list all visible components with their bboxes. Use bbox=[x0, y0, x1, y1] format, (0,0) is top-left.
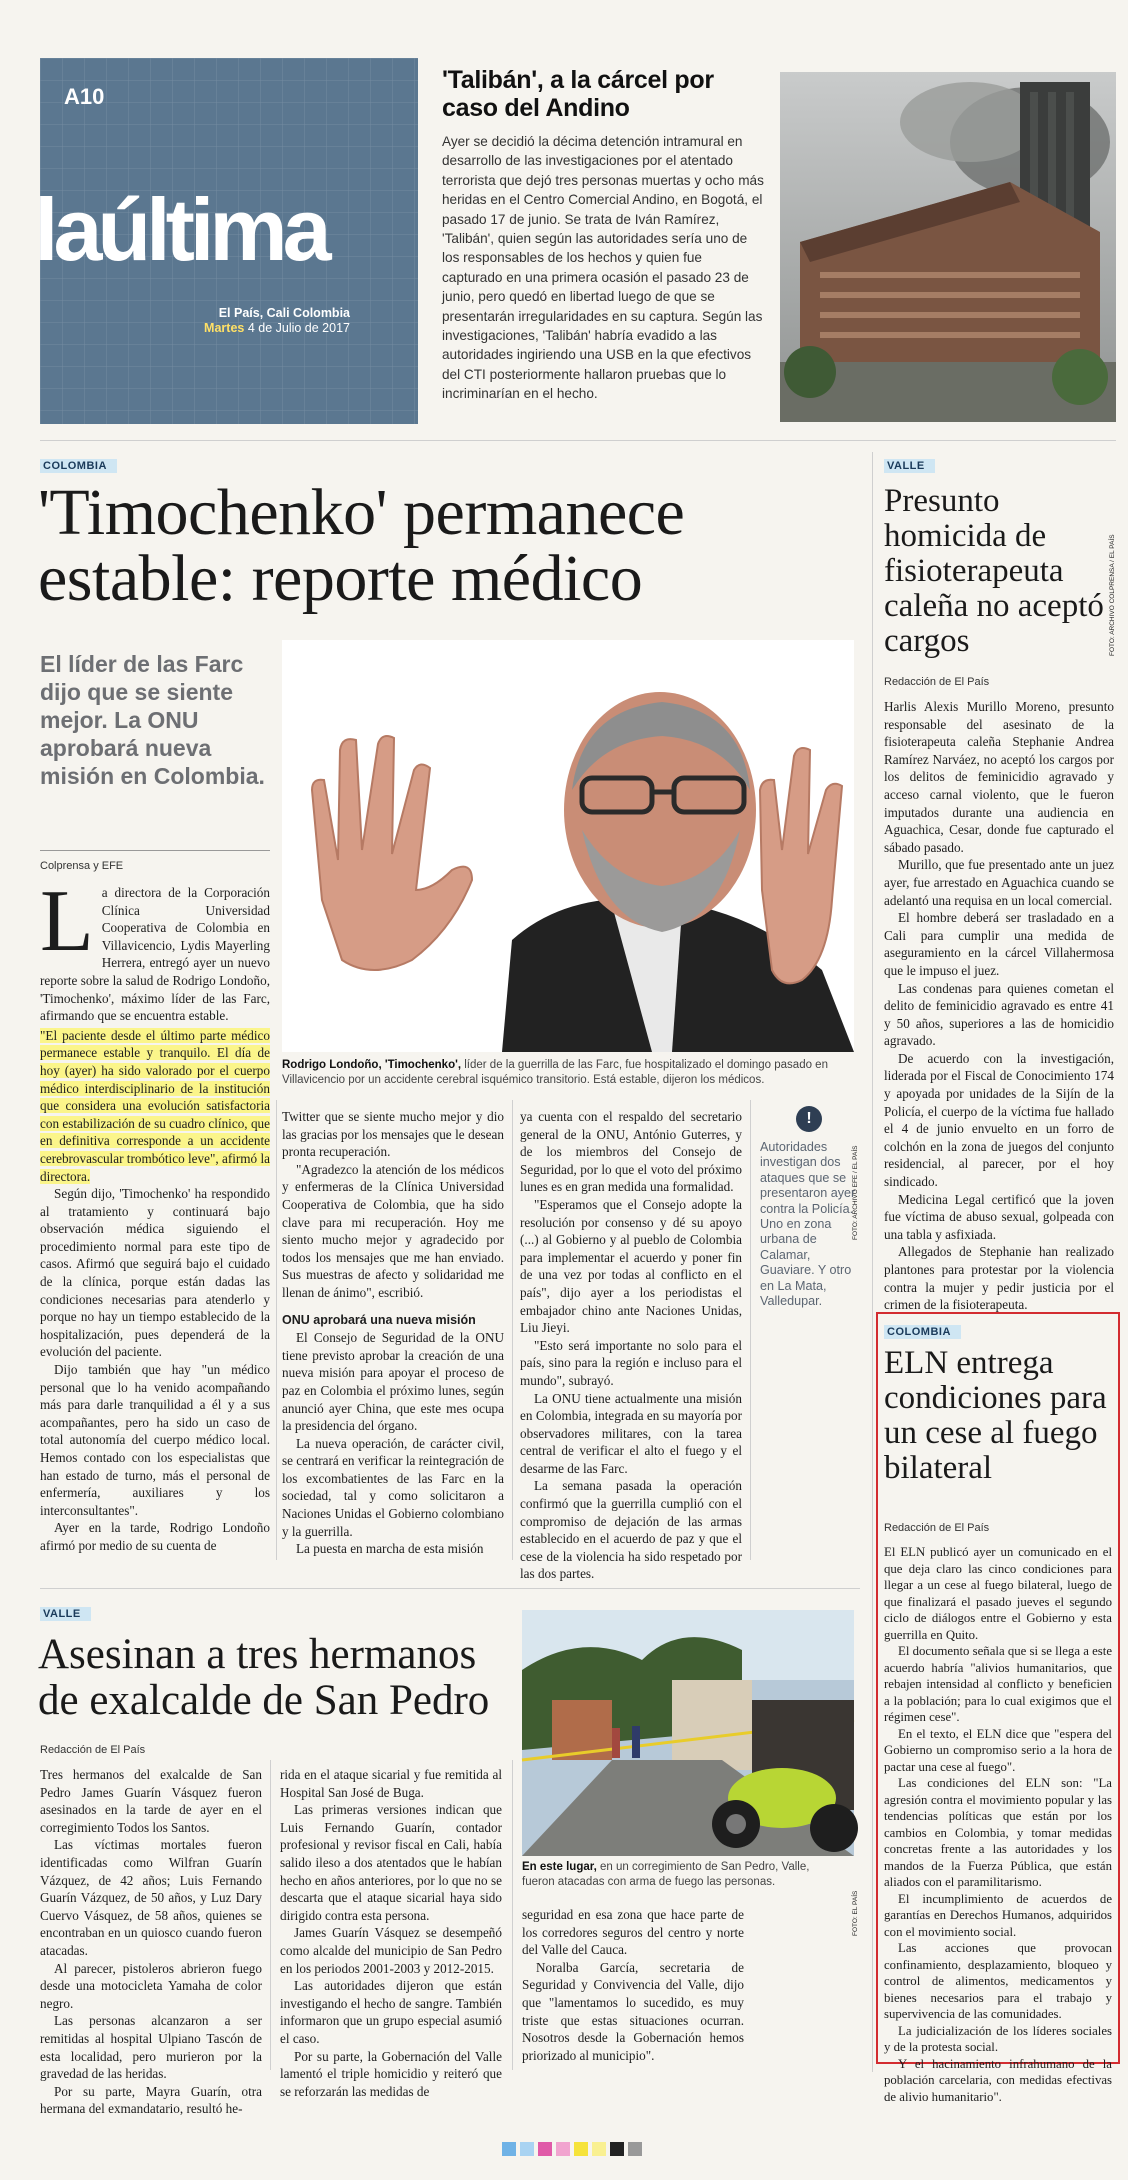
eln-p8: Y el hacinamiento infrahumano de la población carcelaria, con medidas efectivas de alivio humanitario". bbox=[884, 2056, 1112, 2104]
color-registration-bar bbox=[502, 2142, 642, 2156]
eln-body bbox=[884, 1544, 1112, 2105]
eln-p7: La judicialización de los líderes sociales y de la protesta social. bbox=[884, 2023, 1112, 2054]
timochenko-photo-credit: FOTO: ARCHIVO EFE / EL PAÍS bbox=[852, 1145, 859, 1240]
crime-scene-image bbox=[522, 1610, 854, 1856]
presunto-p7: Allegados de Stephanie han realizado plantones para protestar por la violencia contra la mujer y pedir justicia por el crimen de la fisioterapeuta. bbox=[884, 1244, 1114, 1313]
presunto-p3: El hombre deberá ser trasladado en a Cali para cumplir una medida de aseguramiento en la cárcel Villahermosa que le impuso el juez. bbox=[884, 910, 1114, 978]
sanpedro-headline: Asesinan a tres hermanos de exalcalde de San Pedro bbox=[38, 1631, 490, 1724]
presunto-p4: Las condenas para quienes cometan el delito de feminicidio agravado es entre 41 y 50 años, superiores a las de homicidio agravado. bbox=[884, 980, 1114, 1049]
timochenko-col3-p4: La ONU tiene actualmente una misión en Colombia, integrada en su mayoría por observadores militares, con la tarea central de verificar el alto el fuego y el desarme de las Farc. bbox=[520, 1390, 742, 1476]
timochenko-caption-bold: Rodrigo Londoño, 'Timochenko', bbox=[282, 1059, 462, 1071]
eln-p3: En el texto, el ELN dice que "espera del Gobierno un compromiso serio a la hora de pactar una cese al fuego". bbox=[884, 1726, 1112, 1774]
sanpedro-kicker: VALLE bbox=[40, 1607, 91, 1621]
timochenko-quote: "El paciente desde el último parte médico permanece estable y tranquilo. El día de hoy (ayer) ha sido valorado por el cuerpo médico interdisciplinario de la institución que considera una evolución satisfactoria con estabilización de su cuadro clínico, que en definitiva corresponde a un accidente cerebrovascular trombótico leve", afirmó la directora. bbox=[40, 1027, 270, 1184]
dropcap: L bbox=[40, 873, 94, 970]
presunto-headline: Presunto homicida de fisioterapeuta caleña no aceptó cargos bbox=[884, 483, 1104, 659]
sanpedro-photo-credit: FOTO: EL PAÍS bbox=[852, 1890, 859, 1936]
sanpedro-caption-bold: En este lugar, bbox=[522, 1861, 597, 1873]
eln-kicker: COLOMBIA bbox=[884, 1325, 961, 1339]
timochenko-col2b-p1: El Consejo de Seguridad de la ONU tiene previsto aprobar la creación de una nueva misión para apoyar el proceso de paz en Colombia el próximo lunes, según anunció ayer China, que este mes ocupa la presidencia del órgano. bbox=[282, 1330, 504, 1434]
presunto-kicker: VALLE bbox=[884, 459, 935, 473]
sanpedro-caption-rest: en un corregimiento de San Pedro, Valle, fueron atacadas con arma de fuego las personas. bbox=[522, 1861, 810, 1888]
eln-headline: ELN entrega condiciones para un cese al fuego bilateral bbox=[884, 1345, 1107, 1486]
timochenko-col2-p2: "Agradezco la atención de los médicos y enfermeras de la Clínica Universidad Cooperativa de Colombia, que ha sido clave para mi recuperación. Hoy me siento mucho mejor y agradecido por todos los mensajes que me han enviado. Sus muestras de afecto y solidaridad me llenan de ánimo", escribió. bbox=[282, 1161, 504, 1300]
mid-divider bbox=[40, 1588, 860, 1589]
eln-p1: El ELN publicó ayer un comunicado en el que deja claro las cinco condiciones para llegar a un cese al fuego bilateral, luego de que finalizará el pasado jueves el segundo ciclo de diálogos entre el Gobierno y esta guerrilla en Quito. bbox=[884, 1545, 1112, 1642]
page-number: A10 bbox=[64, 84, 105, 109]
sanpedro-col2 bbox=[280, 1766, 502, 2100]
paper-line: El País, Cali Colombia bbox=[218, 306, 350, 320]
sanpedro-col2-p5: Por su parte, la Gobernación del Valle lamentó el triple homicidio y reiteró que se reforzarán las medidas de bbox=[280, 2048, 502, 2099]
presunto-kicker-wrap bbox=[884, 456, 935, 474]
sp-col-rule-1 bbox=[270, 1760, 271, 2070]
sanpedro-kicker-wrap bbox=[40, 1604, 91, 1622]
timochenko-kicker-wrap bbox=[40, 456, 117, 474]
timochenko-col2b-p2: La nueva operación, de carácter civil, se centrará en verificar la reintegración de los excombatientes de las Farc en la sociedad, tal y como solicitaron a Naciones Unidas el Gobierno colombiano y la guerrilla. bbox=[282, 1435, 504, 1539]
sp-col-rule-2 bbox=[512, 1760, 513, 2070]
sanpedro-col1-p3: Al parecer, pistoleros abrieron fuego desde una motocicleta Yamaha de color negro. bbox=[40, 1960, 262, 2011]
sanpedro-col1-p4: Las personas alcanzaron a ser remitidas al hospital Ulpiano Tascón de esta localidad, pero murieron por la gravedad de las heridas. bbox=[40, 2013, 262, 2082]
timochenko-col3-p1: ya cuenta con el respaldo del secretario general de la ONU, António Guterres, y de los miembros del Consejo de Seguridad, por lo que el voto del próximo lunes es en gran medida una formalidad. bbox=[520, 1109, 742, 1195]
timochenko-col3-p3: "Esto será importante no solo para el país, sino para la región e incluso para el mundo", subrayó. bbox=[520, 1337, 742, 1388]
timochenko-deck: El líder de las Farc dijo que se siente mejor. La ONU aprobará nueva misión en Colombia. bbox=[40, 651, 265, 789]
timochenko-col1-p1: Según dijo, 'Timochenko' ha respondido al tratamiento y continuará bajo observación médica siguiendo el procedimiento normal para este tipo de casos. Afirmó que seguirá bajo el cuidado de la clínica, porque están dadas las condiciones necesarias para atenderlo y porque no hay un tiempo establecido de la hospitalización, pues dependerá de la evolución del paciente. bbox=[40, 1186, 270, 1360]
taliban-headline: 'Talibán', a la cárcel por caso del Andino bbox=[442, 66, 714, 122]
sanpedro-col3 bbox=[522, 1906, 744, 2064]
sanpedro-byline: Redacción de El País bbox=[40, 1744, 146, 1756]
sanpedro-col3-p2: Noralba García, secretaria de Seguridad y Convivencia del Valle, dijo que "lamentamos lo sucedido, es muy triste que estas situaciones ocurran. Nosotros desde la Gobernación hemos priorizado al municipio". bbox=[522, 1959, 744, 2063]
date-rest: 4 de Julio de 2017 bbox=[247, 321, 350, 335]
eln-byline: Redacción de El País bbox=[884, 1522, 990, 1534]
section-title: laúltima bbox=[34, 180, 327, 279]
timochenko-col1-p2: Dijo también que hay "un médico personal que lo ha venido acompañando más para darle tranquilidad a él y a sus acompañantes, pero ha sido un caso de total autonomía del cuerpo médico local. Hemos contado con los especialistas que han estado de turno, más el personal de enfermería, auxiliares y los interconsultantes". bbox=[40, 1362, 270, 1518]
sanpedro-col1 bbox=[40, 1766, 262, 2118]
sanpedro-col2-p3: James Guarín Vásquez se desempeñó como alcalde del municipio de San Pedro en los periodos 2001-2003 y 2012-2015. bbox=[280, 1925, 502, 1976]
timochenko-col3-p2: "Esperamos que el Consejo adopte la resolución por consenso y dé su apoyo (...) al Gobierno y al pueblo de Colombia para implementar el acuerdo y poner fin de una vez por todas al conflicto en el país", dijo ayer a los periodistas el embajador chino ante Naciones Unidas, Liu Jieyi. bbox=[520, 1196, 742, 1336]
eln-kicker-wrap bbox=[884, 1322, 961, 1340]
date-day: Martes bbox=[204, 321, 245, 335]
sanpedro-col1-p1: Tres hermanos del exalcalde de San Pedro James Guarín Vásquez fueron asesinados en la tarde de ayer en el corregimiento Todos los Santos. bbox=[40, 1767, 262, 1835]
timochenko-col1-p3: Ayer en la tarde, Rodrigo Londoño afirmó por medio de su cuenta de bbox=[40, 1520, 270, 1553]
sanpedro-col2-p2: Las primeras versiones indican que Luis Fernando Guarín, contador profesional y revisor fiscal en Cali, había salido ileso a dos atentados que le habían hecho en años anteriores, por lo que no se descarta que el ataque sicarial haya sido dirigido contra esta persona. bbox=[280, 1802, 502, 1923]
building-smoke-image bbox=[780, 72, 1116, 422]
deck-rule bbox=[40, 850, 270, 851]
sanpedro-photo-caption bbox=[522, 1860, 822, 1890]
sanpedro-col3-p1: seguridad en esa zona que hace parte de los corredores seguros del centro y norte del Valle del Cauca. bbox=[522, 1907, 744, 1958]
sanpedro-col2-p1: rida en el ataque sicarial y fue remitida al Hospital San José de Buga. bbox=[280, 1767, 502, 1800]
presunto-p2: Murillo, que fue presentado ante un juez ayer, fue arrestado en Aguachica cuando se adelantó una requisa en un local comercial. bbox=[884, 857, 1114, 908]
presunto-p6: Medicina Legal certificó que la joven fue víctima de abuso sexual, golpeada con una tabla y asfixiada. bbox=[884, 1191, 1114, 1242]
col-rule-3 bbox=[750, 1100, 751, 1560]
taliban-body: Ayer se decidió la décima detención intramural en desarrollo de las investigaciones por el atentado terrorista que dejó tres personas muertas y ocho más heridas en el Centro Comercial Andino, en Bogotá, el pasado 17 de junio. Se trata de Iván Ramírez, 'Talibán', quien según las autoridades sería uno de los responsables de los hechos y quien fue capturado en una primera ocasión el pasado 23 de junio, pero quedó en libertad luego de que se presentarán irregularidades en su captura. Según las investigaciones, 'Talibán' habría evadido a las autoridades ingiriendo una USB en la que efectivos del CTI posteriormente hallaron pruebas que lo incriminarían en el hecho. bbox=[442, 134, 764, 402]
right-rail-rule bbox=[872, 452, 873, 2072]
taliban-photo-credit: FOTO: ARCHIVO COLPRENSA / EL PAÍS bbox=[1109, 534, 1116, 656]
timochenko-portrait-image bbox=[282, 640, 854, 1052]
presunto-p5: De acuerdo con la investigación, liderada por el Fiscal de Conocimiento 174 y apoyada por unidades de la Sijín de la Policía, el cuerpo de la víctima fue hallado el 4 de junio envuelto en un forro de colchón en la zona de juegos del conjunto residencial, al parecer, por el hoy sindicado. bbox=[884, 1050, 1114, 1190]
sanpedro-col1-p2: Las víctimas mortales fueron identificadas como Wilfran Guarín Vázquez, de 42 años; Luis Fernando Guarín Vázquez, de 50 años, y Luz Dary Cuervo Vásquez, de 58 años, quienes se encontraban en un quiosco cuando fueron atacadas. bbox=[40, 1837, 262, 1958]
timochenko-headline: 'Timochenko' permanece estable: reporte médico bbox=[38, 476, 685, 615]
presunto-p1: Harlis Alexis Murillo Moreno, presunto responsable del asesinato de la fisioterapeuta caleña Stephanie Andrea Ramírez Narváez, no aceptó los cargos por los delitos de feminicidio agravado y acceso carnal violento, que le fueron imputados durante una audiencia en Aguachica, Cesar, donde fue capturado el sábado pasado. bbox=[884, 699, 1114, 855]
timochenko-col3-p5: La semana pasada la operación confirmó que la guerrilla cumplió con el compromiso de dejación de las armas establecido en el acuerdo de paz y que el cese de la violencia ha sido respetado por las dos partes. bbox=[520, 1478, 742, 1582]
sanpedro-col2-p4: Las autoridades dijeron que están investigando el hecho de sangre. También informaron que un grupo especial asumió el caso. bbox=[280, 1978, 502, 2046]
timochenko-byline: Colprensa y EFE bbox=[40, 860, 124, 872]
eln-p2: El documento señala que si se llega a este acuerdo habría "alivios humanitarios, que rebajen intensidad al conflicto y beneficien a la población; para lo cual exigimos que el régimen cese". bbox=[884, 1644, 1112, 1724]
timochenko-col2-p1: Twitter que se siente mucho mejor y dio las gracias por los mensajes que le desean pronta recuperación. bbox=[282, 1109, 504, 1160]
presunto-byline: Redacción de El País bbox=[884, 676, 990, 688]
timochenko-kicker: COLOMBIA bbox=[40, 459, 117, 473]
timochenko-col2 bbox=[282, 1108, 504, 1558]
timochenko-col3 bbox=[520, 1108, 742, 1583]
top-divider bbox=[40, 440, 1116, 441]
presunto-body bbox=[884, 698, 1114, 1314]
timochenko-col2-tail: La puesta en marcha de esta misión bbox=[296, 1541, 484, 1557]
timochenko-subhead: ONU aprobará una nueva misión bbox=[282, 1312, 476, 1327]
date-line bbox=[160, 321, 350, 336]
sanpedro-col1-p5: Por su parte, Mayra Guarín, otra hermana del exmandatario, resultó he- bbox=[40, 2083, 262, 2117]
masthead bbox=[34, 58, 418, 424]
timochenko-lead: La directora de la Corporación Clínica Universidad Cooperativa de Colombia en Villavicencio, Lydis Mayerling Herrera, entregó ayer un nuevo reporte sobre la salud de Rodrigo Londoño, 'Timochenko', máximo líder de las Farc, afirmando que se encuentra estable. bbox=[40, 873, 270, 1024]
col-rule-2 bbox=[512, 1100, 513, 1560]
eln-p6: Las acciones que provocan confinamiento, desplazamiento, bloqueo y control de alimentos, medicamentos y bienes necesarios para el trabajo y supervivencia de las comunidades. bbox=[884, 1941, 1112, 2021]
eln-p5: El incumplimiento de acuerdos de garantías en Derechos Humanos, adquiridos con el movimiento social. bbox=[884, 1891, 1112, 1939]
eln-p4: Las condiciones del ELN son: "La agresión contra el movimiento popular y las tendencias políticas que están por los cambios en Colombia, y tomar medidas concretas frente a las autoridades y los mandos de la Fuerza Pública, que están aliados con el paramilitarismo. bbox=[884, 1776, 1112, 1889]
alert-icon: ! bbox=[796, 1106, 822, 1132]
col-rule-1 bbox=[276, 1100, 277, 1560]
timochenko-sidebar bbox=[760, 1106, 858, 1309]
timochenko-photo-caption bbox=[282, 1058, 854, 1088]
timochenko-col1 bbox=[40, 873, 270, 1555]
taliban-article bbox=[442, 66, 764, 404]
sidebar-text: Autoridades investigan dos ataques que se presentaron ayer contra la Policía. Uno en zona urbana de Calamar, Guaviare. Y otro en La Mata, Valledupar. bbox=[760, 1140, 856, 1309]
timochenko-caption-rest: líder de la guerrilla de las Farc, fue hospitalizado el domingo pasado en Villavicencio por un accidente cerebral isquémico transitorio. Está estable, dijeron los médicos. bbox=[282, 1059, 828, 1086]
